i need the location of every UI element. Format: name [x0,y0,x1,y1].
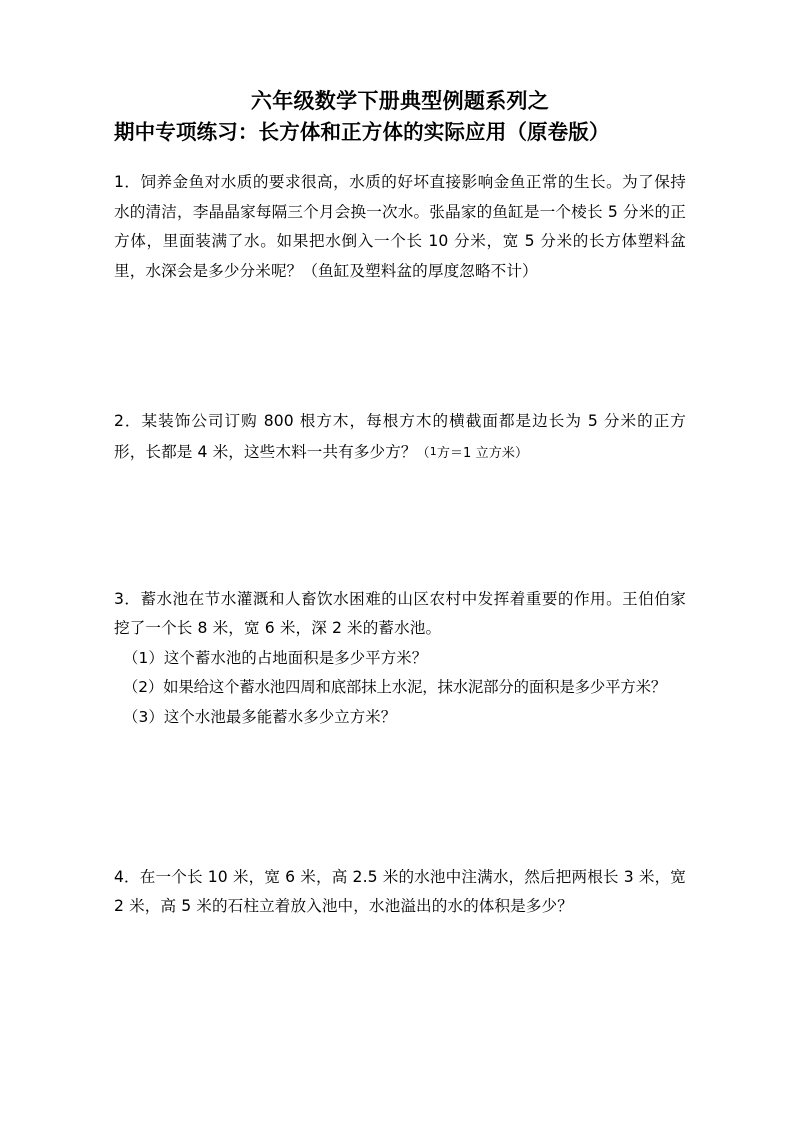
problem-3-subquestion-2: （2）如果给这个蓄水池四周和底部抹上水泥，抹水泥部分的面积是多少平方米？ [123,678,667,697]
problem-3: 3．蓄水池在节水灌溉和人畜饮水困难的山区农村中发挥着重要的作用。王伯伯家挖了一个长 8 米，宽 6 米，深 2 米的蓄水池。 [114,589,686,638]
problem-2-note-superscript: 1 [429,444,437,458]
problem-2-main-text: 2．某装饰公司订购 800 根方木，每根方木的横截面都是边长为 5 分米的正方形，长都是 4 米，这些木料一共有多少方？ [114,412,686,461]
problem-2 [114,407,686,468]
problem-1: 1．饲养金鱼对水质的要求很高，水质的好坏直接影响金鱼正常的生长。为了保持水的清洁，李晶晶家每隔三个月会换一次水。张晶家的鱼缸是一个棱长 5 分米的正方体，里面装满了水。如果把水倒入一个长 10 分米，宽 5 分米的长方体塑料盆里，水深会是多少分米呢？（鱼缸及塑料盆的厚度忽略不计） [114,173,686,280]
document-title-block [114,0,686,148]
title-line-secondary: 期中专项练习：长方体和正方体的实际应用（原卷版） [114,120,610,144]
problem-3-subquestion-1: （1）这个蓄水池的占地面积是多少平方米？ [123,648,428,667]
problem-3-subquestion-3: （3）这个水池最多能蓄水多少立方米？ [123,707,397,726]
problem-2-note-open: （ [416,445,430,461]
problem-2-note-rest: 方＝1 立方米） [436,445,529,461]
document-content [114,0,686,922]
title-line-primary: 六年级数学下册典型例题系列之 [250,89,550,113]
problem-4: 4．在一个长 10 米，宽 6 米，高 2.5 米的水池中注满水，然后把两根长 3 米，宽 2 米，高 5 米的石柱立着放入池中，水池溢出的水的体积是多少？ [114,867,686,916]
